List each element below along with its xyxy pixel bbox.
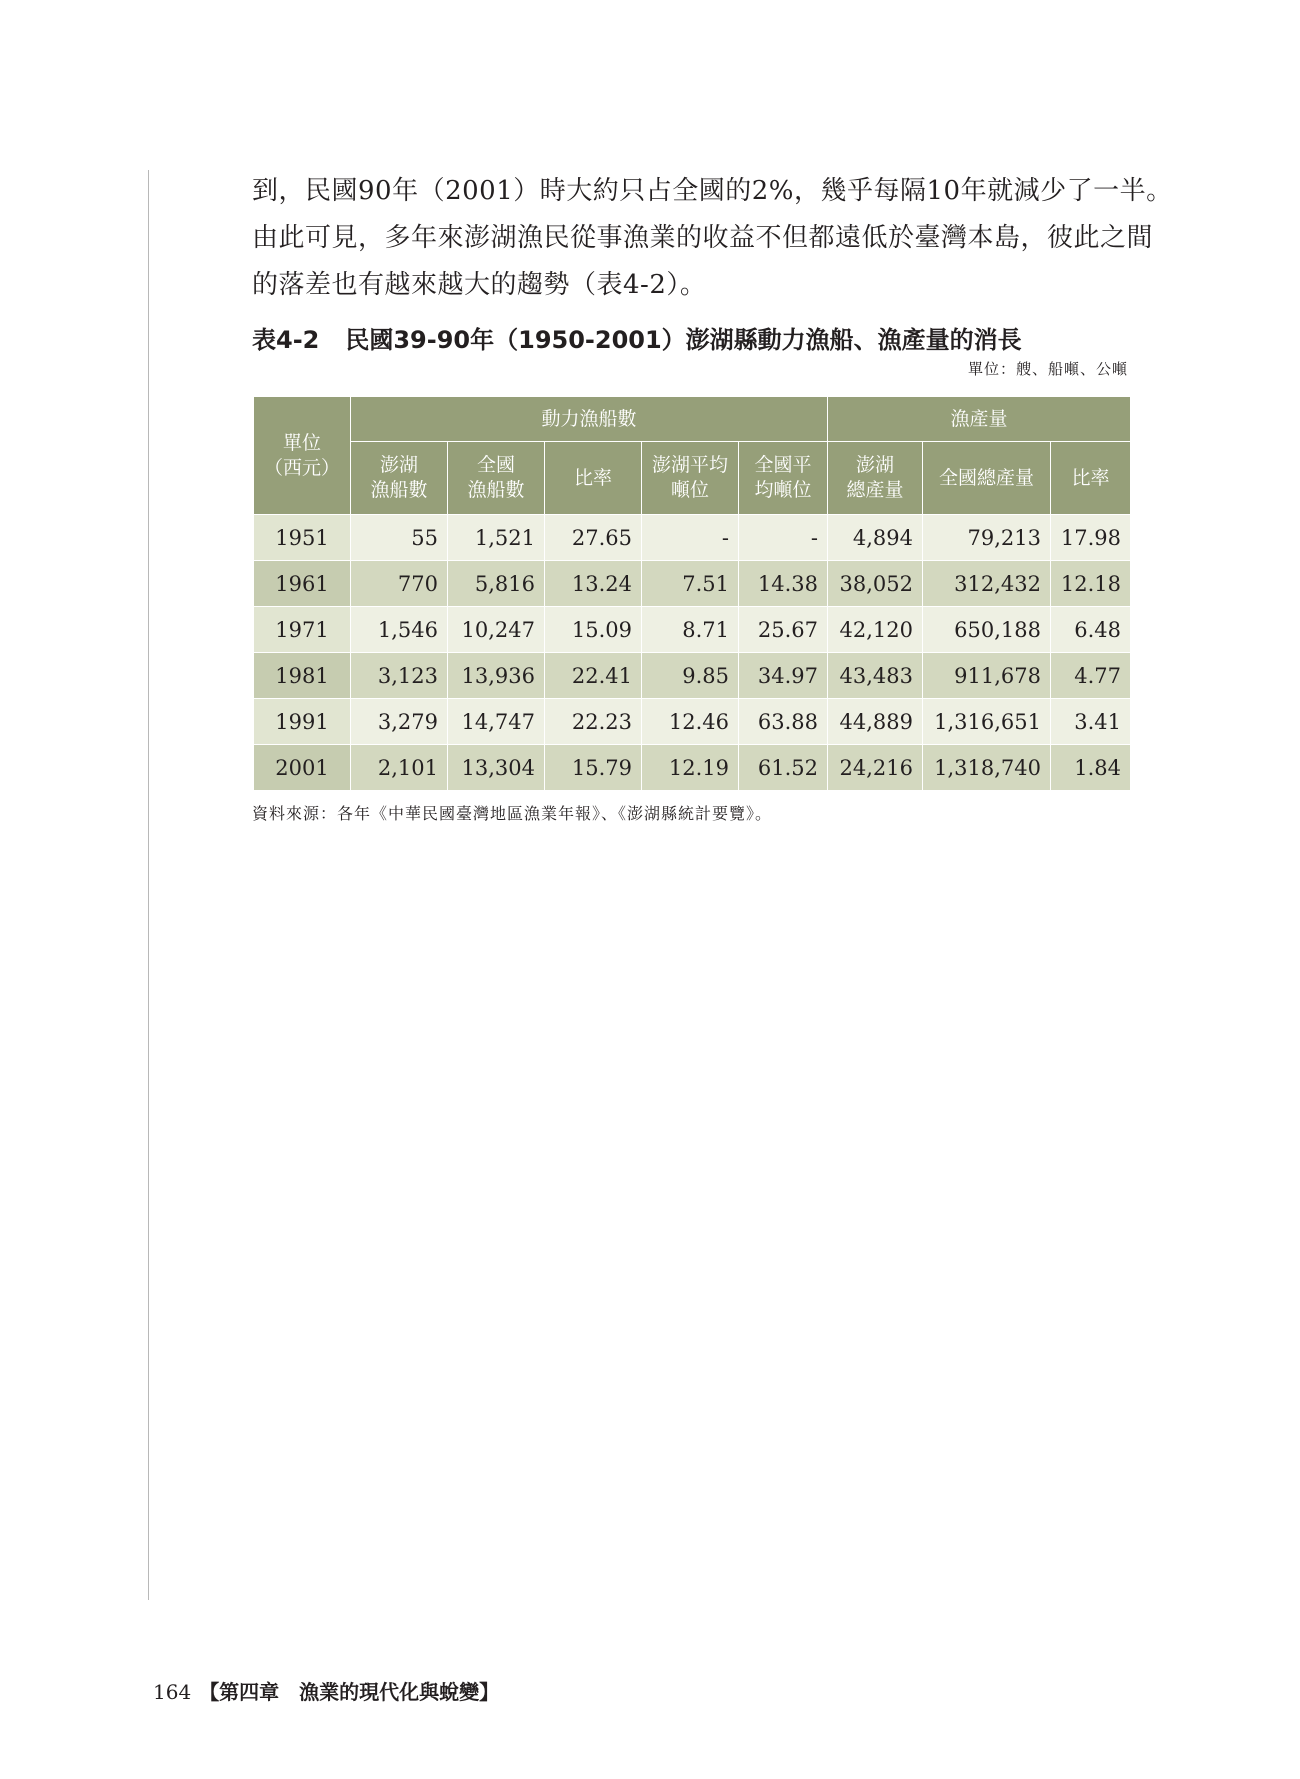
- value-cell: 42,120: [828, 607, 923, 653]
- table-row: [254, 561, 1131, 607]
- value-cell: 17.98: [1051, 515, 1131, 561]
- value-cell: 13,936: [448, 653, 545, 699]
- body-line: 的落差也有越來越大的趨勢（表4-2）。: [252, 270, 707, 300]
- value-cell: 14.38: [739, 561, 828, 607]
- table-title: [252, 320, 1022, 355]
- value-cell: 3,279: [351, 699, 448, 745]
- value-cell: 15.79: [545, 745, 642, 791]
- page-footer: [153, 1676, 499, 1705]
- value-cell: 44,889: [828, 699, 923, 745]
- table-body: [254, 515, 1131, 791]
- header-national-catch: 全國總產量: [923, 442, 1051, 515]
- margin-rule: [148, 170, 149, 1600]
- value-cell: 22.23: [545, 699, 642, 745]
- value-cell: 24,216: [828, 745, 923, 791]
- value-cell: 27.65: [545, 515, 642, 561]
- value-cell: 911,678: [923, 653, 1051, 699]
- chapter-title: 【第四章 漁業的現代化與蛻變】: [199, 1680, 500, 1704]
- value-cell: 13.24: [545, 561, 642, 607]
- value-cell: 61.52: [739, 745, 828, 791]
- value-cell: 770: [351, 561, 448, 607]
- value-cell: 12.19: [642, 745, 739, 791]
- header-penghu-boats: 澎湖 漁船數: [351, 442, 448, 515]
- value-cell: 63.88: [739, 699, 828, 745]
- value-cell: 650,188: [923, 607, 1051, 653]
- value-cell: 9.85: [642, 653, 739, 699]
- value-cell: 13,304: [448, 745, 545, 791]
- header-national-boats: 全國 漁船數: [448, 442, 545, 515]
- body-paragraph: [252, 168, 1252, 309]
- value-cell: -: [642, 515, 739, 561]
- value-cell: 25.67: [739, 607, 828, 653]
- table-title-text: 民國39-90年（1950-2001）澎湖縣動力漁船、漁產量的消長: [345, 326, 1022, 354]
- value-cell: 3,123: [351, 653, 448, 699]
- unit-note: 單位：艘、船噸、公噸: [967, 360, 1128, 378]
- value-cell: 8.71: [642, 607, 739, 653]
- value-cell: 12.18: [1051, 561, 1131, 607]
- value-cell: 4.77: [1051, 653, 1131, 699]
- value-cell: 312,432: [923, 561, 1051, 607]
- year-cell: 2001: [254, 745, 351, 791]
- value-cell: 34.97: [739, 653, 828, 699]
- value-cell: 2,101: [351, 745, 448, 791]
- header-group-boats: 動力漁船數: [351, 397, 828, 442]
- value-cell: 43,483: [828, 653, 923, 699]
- value-cell: 3.41: [1051, 699, 1131, 745]
- year-cell: 1981: [254, 653, 351, 699]
- header-group-catch: 漁產量: [828, 397, 1131, 442]
- source-note: 資料來源：各年《中華民國臺灣地區漁業年報》、《澎湖縣統計要覽》。: [252, 804, 773, 823]
- year-cell: 1971: [254, 607, 351, 653]
- value-cell: 10,247: [448, 607, 545, 653]
- value-cell: 6.48: [1051, 607, 1131, 653]
- data-table: [253, 396, 1131, 791]
- value-cell: 79,213: [923, 515, 1051, 561]
- year-cell: 1951: [254, 515, 351, 561]
- table-row: [254, 653, 1131, 699]
- value-cell: 14,747: [448, 699, 545, 745]
- table-row: [254, 607, 1131, 653]
- year-cell: 1961: [254, 561, 351, 607]
- table-row: [254, 515, 1131, 561]
- value-cell: 38,052: [828, 561, 923, 607]
- header-penghu-catch: 澎湖 總產量: [828, 442, 923, 515]
- value-cell: -: [739, 515, 828, 561]
- value-cell: 1,316,651: [923, 699, 1051, 745]
- table-label: 表4-2: [252, 326, 320, 354]
- value-cell: 7.51: [642, 561, 739, 607]
- header-penghu-avg-tonnage: 澎湖平均 噸位: [642, 442, 739, 515]
- value-cell: 1.84: [1051, 745, 1131, 791]
- value-cell: 1,521: [448, 515, 545, 561]
- header-year: 單位 （西元）: [254, 397, 351, 515]
- value-cell: 5,816: [448, 561, 545, 607]
- body-line: 由此可見，多年來澎湖漁民從事漁業的收益不但都遠低於臺灣本島，彼此之間: [252, 223, 1154, 253]
- value-cell: 15.09: [545, 607, 642, 653]
- year-cell: 1991: [254, 699, 351, 745]
- value-cell: 1,318,740: [923, 745, 1051, 791]
- header-catch-ratio: 比率: [1051, 442, 1131, 515]
- value-cell: 12.46: [642, 699, 739, 745]
- table-row: [254, 745, 1131, 791]
- header-national-avg-tonnage: 全國平 均噸位: [739, 442, 828, 515]
- value-cell: 22.41: [545, 653, 642, 699]
- table-row: [254, 699, 1131, 745]
- value-cell: 1,546: [351, 607, 448, 653]
- page-number: 164: [153, 1680, 192, 1704]
- value-cell: 4,894: [828, 515, 923, 561]
- value-cell: 55: [351, 515, 448, 561]
- body-line: 到，民國90年（2001）時大約只占全國的2%，幾乎每隔10年就減少了一半。: [252, 176, 1173, 206]
- header-boat-ratio: 比率: [545, 442, 642, 515]
